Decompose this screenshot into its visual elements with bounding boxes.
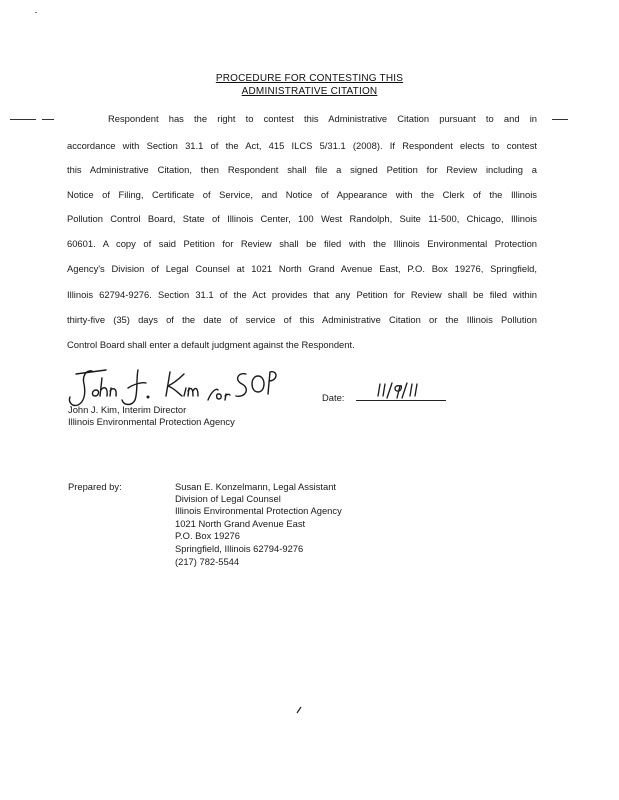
preparer-agency: Illinois Environmental Protection Agency: [175, 505, 342, 516]
margin-mark-left: [42, 119, 54, 120]
body-line: 60601. A copy of said Petition for Review shall be filed with the Illinois Environmental Protection: [67, 238, 537, 249]
date-field: [356, 380, 446, 402]
body-line: accordance with Section 31.1 of the Act, 415 ILCS 5/31.1 (2008). If Respondent elects to contest: [67, 140, 537, 151]
preparer-division: Division of Legal Counsel: [175, 493, 281, 504]
body-line: this Administrative Citation, then Respondent shall file a signed Petition for Review including a: [67, 164, 537, 175]
document-title-line-2: ADMINISTRATIVE CITATION: [241, 86, 378, 97]
body-line: Control Board shall enter a default judgment against the Respondent.: [67, 339, 355, 350]
margin-mark-left: [10, 119, 36, 120]
preparer-city: Springfield, Illinois 62794-9276: [175, 543, 304, 554]
prepared-by-label: Prepared by:: [68, 481, 122, 492]
scan-speck: [35, 12, 37, 13]
body-line: thirty-five (35) days of the date of service of this Administrative Citation or the Illinois Pollution: [67, 314, 537, 325]
body-line: Notice of Filing, Certificate of Service, and Notice of Appearance with the Clerk of the Illinois: [67, 189, 537, 200]
preparer-name: Susan E. Konzelmann, Legal Assistant: [175, 481, 337, 492]
preparer-phone: (217) 782-5544: [175, 556, 240, 567]
date-underline: [356, 400, 446, 401]
body-line: Pollution Control Board, State of Illinois Center, 100 West Randolph, Suite 11-500, Chicago, Illinois: [67, 213, 537, 224]
document-title-line-1: PROCEDURE FOR CONTESTING THIS: [215, 73, 404, 84]
preparer-po-box: P.O. Box 19276: [175, 530, 240, 541]
body-line: Respondent has the right to contest this Administrative Citation pursuant to and in: [108, 113, 537, 124]
scan-mark: [296, 706, 302, 714]
handwritten-date: [356, 380, 446, 402]
preparer-street: 1021 North Grand Avenue East: [175, 518, 306, 529]
signatory-name: John J. Kim, Interim Director: [68, 404, 187, 415]
body-line: Illinois 62794-9276. Section 31.1 of the Act provides that any Petition for Review shall be filed within: [67, 289, 537, 300]
date-label: Date:: [322, 392, 345, 403]
margin-mark-right: [552, 119, 568, 120]
signatory-agency: Illinois Environmental Protection Agency: [68, 416, 235, 427]
body-line: Agency's Division of Legal Counsel at 1021 North Grand Avenue East, P.O. Box 19276, Springfield,: [67, 263, 537, 274]
